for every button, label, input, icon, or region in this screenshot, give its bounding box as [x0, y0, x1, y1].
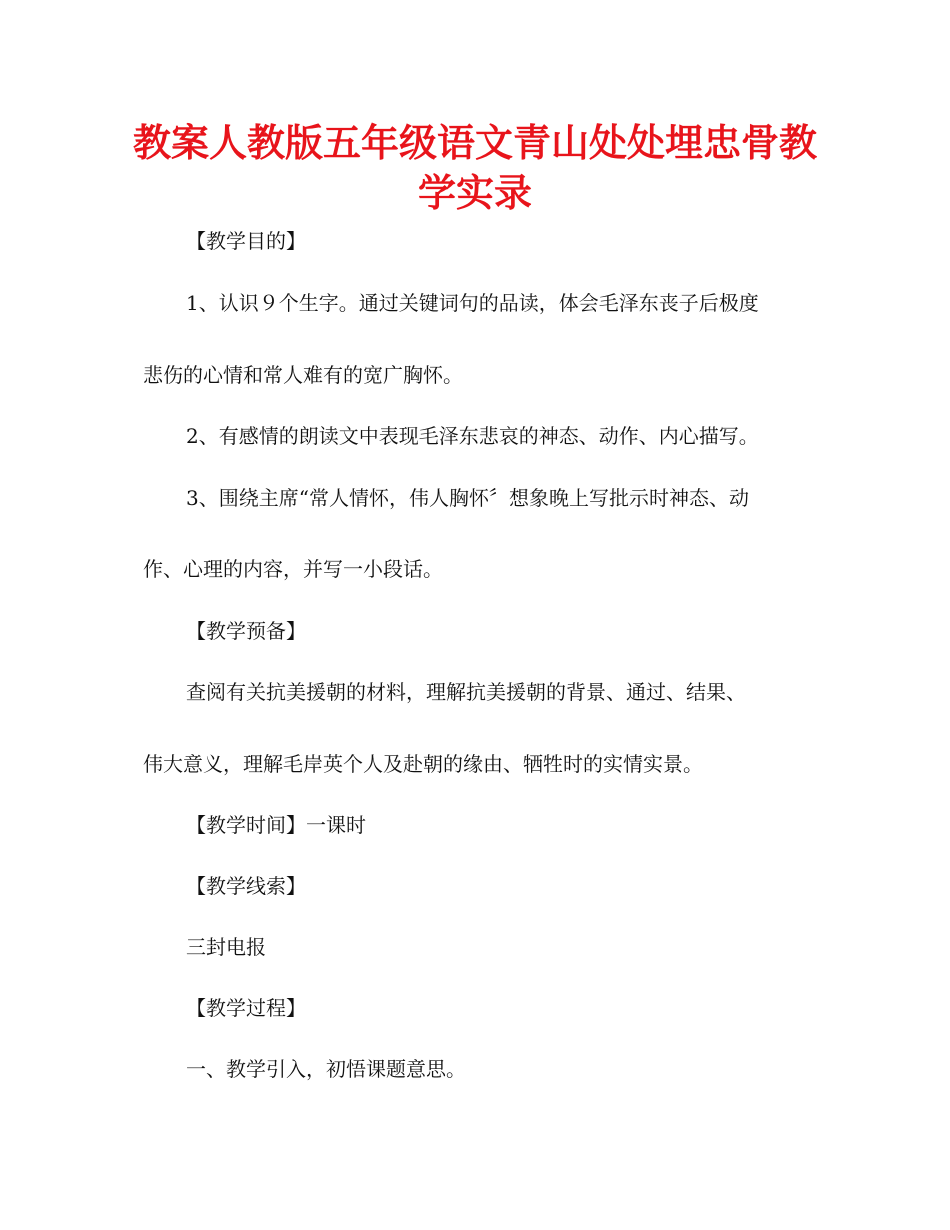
heading-teaching-time: 【教学时间】一课时	[186, 813, 366, 837]
heading-teaching-process: 【教学过程】	[186, 996, 306, 1020]
paragraph-goal-3-line-1: 3、围绕主席“常人情怀，伟人胸怀〞想象晚上写批示时神态、动	[186, 486, 749, 510]
paragraph-goal-1-line-2: 悲伤的心情和常人难有的宽广胸怀。	[143, 363, 463, 387]
heading-teaching-preparation: 【教学预备】	[186, 619, 306, 643]
title-line-2: 学实录	[417, 171, 532, 215]
paragraph-goal-2: 2、有感情的朗读文中表现毛泽东悲哀的神态、动作、内心描写。	[186, 424, 759, 448]
document-title	[120, 118, 830, 218]
paragraph-preparation-line-1: 查阅有关抗美援朝的材料，理解抗美援朝的背景、通过、结果、	[186, 680, 746, 704]
paragraph-clue: 三封电报	[186, 935, 266, 959]
paragraph-goal-3-line-2: 作、心理的内容，并写一小段话。	[143, 557, 443, 581]
paragraph-goal-1-line-1: 1、认识９个生字。通过关键词句的品读，体会毛泽东丧子后极度	[186, 291, 759, 315]
heading-teaching-goals: 【教学目的】	[186, 229, 306, 253]
title-line-1: 教案人教版五年级语文青山处处埋忠骨教	[132, 121, 817, 165]
paragraph-preparation-line-2: 伟大意义，理解毛岸英个人及赴朝的缘由、牺牲时的实情实景。	[143, 752, 703, 776]
heading-teaching-clue: 【教学线索】	[186, 874, 306, 898]
paragraph-process-step-1: 一、教学引入，初悟课题意思。	[186, 1057, 466, 1081]
